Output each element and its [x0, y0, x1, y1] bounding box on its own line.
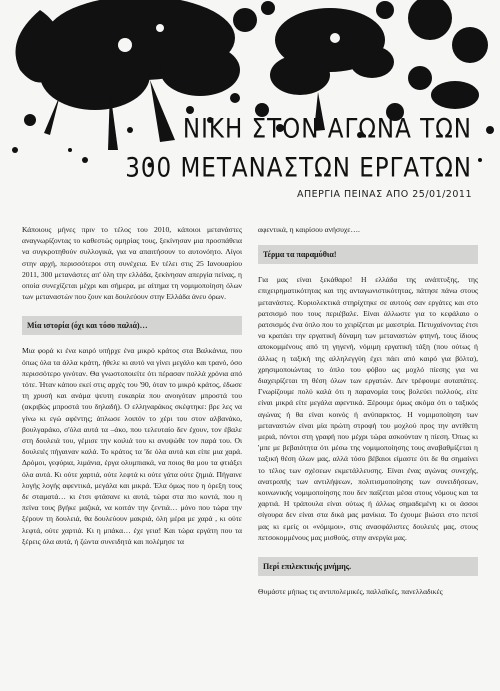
continuation-paragraph: αφεντικά, η καιρίσου ανήσυχε….	[258, 225, 360, 234]
page-title-line-2: 300 ΜΕΤΑΝΑΣΤΩΝ ΕΡΓΑΤΩΝ	[125, 153, 472, 184]
section-heading-no-more-tales: Τέρμα τα παραμύθια!	[258, 245, 478, 264]
title-block	[125, 112, 472, 200]
left-column	[22, 224, 242, 547]
section-heading-story: Μία ιστορία (όχι και τόσο παλιά)…	[22, 316, 242, 335]
page-title-line-1: ΝΙΚΗ ΣΤΟΝ ΑΓΩΝΑ ΤΩΝ	[182, 114, 472, 145]
section-heading-selective-memory: Περί επιλεκτικής μνήμης.	[258, 557, 478, 576]
body-paragraph-2: Θυμάστε μήπως τις αντιπολεμικές, παλλαϊκές, πανελλαδικές	[258, 587, 443, 597]
body-paragraph-1: Για μας είναι ξεκάθαρο! Η ελλάδα της ανάπτυξης, της επιχειρηματικότητας και της ανταγωνιστικότητας, πάτησε πάνω στους μετανάστες. Κυριολεκτικά στηρίχτηκε σε αυτούς σαν εργάτες και στο ρατσισμό που τους περιέβαλε. Είναι άλλωστε για το κεφάλαιο ο ρατσισμός ένα όπλο που το χειρίζεται με μαεστρία. Πετυχαίνοντας έτσι να κρατάει την εργατική δύναμη των μεταναστών φτηνή, τους ίδιους αποκομμένους από τη γηγενή, νόμιμη εργατική τάξη (που ούτως ή άλλως η ταξική της αλληλεγγύη έχει πάει από καιρό για βόλτα), χρησιμοποιώντας το όπλο του φόβου ως μοχλό πίεσης για να διαχειρίζεται τη θέση όλων των εργατών. Δεν τρέφουμε αυταπάτες. Γνωρίζουμε πολύ καλά ότι η παρανομία τους βολεύει πολλούς, είτε είναι μικρά είτε μεγάλα αφεντικά. Ξέρουμε όμως ακόμα ότι ο ταξικός αγώνας ή θα είναι κοινός ή ανύπαρκτος. Η νομιμοποίηση των μεταναστών είναι μία πρώτη στροφή του μοχλού προς την αντίθετη μεριά, πόντοι στη γραφή που μέχρι τώρα ασκούνταν η πίεση. Όπως κι 'μπε με βεβαιότητα ότι μέσω της νομιμοποίησης τους αναβαθμίζεται η ταξική θέση όλων μας, αλλά τόσο βέβαιοι είμαστε ότι δε θα σημαίνει το τέλος των σχέσεων εκμετάλλευσης. Είναι ένας αγώνας συνεχής, ανατροπής των αντιλήψεων, πολιτισμοποίησης των συνειδήσεων, κοινωνικής νομιμοποίησης που δεν παίζεται μέσα στους νόμους και τα χαρτιά. Η τράπουλα είναι ούτως ή άλλως σημαδεμένη κι οι άσσοι σίγουρα δεν είναι στα δικά μας μανίκια. Το έχουμε βιώσει στο πετσί μας κι εμείς οι «νόμιμοι», στις ανασφάλιστες δουλειές μας, στους πετσοκομμένους μας μισθούς, στην ανεργία μας.	[258, 275, 478, 542]
page-subtitle: ΑΠΕΡΓΙΑ ΠΕΙΝΑΣ ΑΠΟ 25/01/2011	[297, 189, 472, 200]
intro-paragraph: Κάποιους μήνες πριν το τέλος του 2010, κάποιοι μετανάστες αναγνωρίζοντας το καθεστώς ομηρίας τους, ξεκίνησαν μια προσπάθεια να συγκροτηθούν συλλογικά, για να απαιτήσουν το αυτονόητο. Λίγοι στην αρχή, περισσότεροι στη συνέχεια. Εν τέλει στις 25 Ιανουαρίου 2011, 300 μετανάστες απ' όλη την ελλάδα, ξεκίνησαν απεργία πείνας, η οποία συνεχίζεται μέχρι και σήμερα, με αίτημα τη νομιμοποίηση όλων των μεταναστών που ζουν και δουλεύουν στην Ελλάδα άνευ όρων.	[22, 225, 242, 302]
right-column	[258, 224, 478, 597]
story-paragraph: Μια φορά κι ένα καιρό υπήρχε ένα μικρό κράτος στα Βαλκάνια, που όπως όλα τα άλλα κράτη, ήθελε κι αυτό να γίνει μεγάλο και τρανό, όσο περισσότερο γινόταν. Θα γνωστοποιείτε ότι πέρασαν πολλά χρόνια από τότε. Ήταν κάπου εκεί στις αρχές του '90, όταν το μικρό κράτος, έδωσε τη χρυσή και ανάμα ψευτη ευκαιρία που ανοιγόταν μπροστά του (ακριβώς μπροστά του δηλαδή). Ο ελληναράκος σκέφτηκε: βρε λες να γίνω κι εγώ αφέντης; άπλωσε λοιπόν το χέρι του στον αλβανάκο, βουλγαράκο, σ'όλα αυτά τα –άκο, που τελευταίο δεν έχουν, τον έβαλε στη δουλειά του, γέμισε την κοιλιά του κι ανυψώθε τον παρά του. Οι δουλειές πήγαιναν καλά. Το κράτος τα 'δε όλα αυτά και είπε μια χαρά. Δρόμοι, γεφύρια, λιμάνια, έργα ολυμπιακά, να ποιος θα μου τα φτιάξει όλα αυτά. Κι ούτε χαρτιά, ούτε λεφτά κι ούτε γάτα ούτε ζημιά. Πήγαινε λογής λογής αφεντικά, μεγάλα και μικρά. Έλα όμως που η όρεξη τους δε σταματά… κι έτσι φτάσανε κι αυτά, τώρα στα πιο κοντά, που η πείνα τους βγήκε μαζικά, να κοιτάν την ζεντιά… μόνο που τώρα την ξέρουν τη δουλειά, θα δουλεύουν μακριά, όλη μέρα με χαρά , κι ούτε λεφτά, ούτε χαρτιά. Κι η μπάκα… έχε γεια! Και τώρα εργάτη που τα ξέρεις όλα αυτά, ή ζώντα συνειδητά και πολέμησε τα	[22, 346, 242, 546]
